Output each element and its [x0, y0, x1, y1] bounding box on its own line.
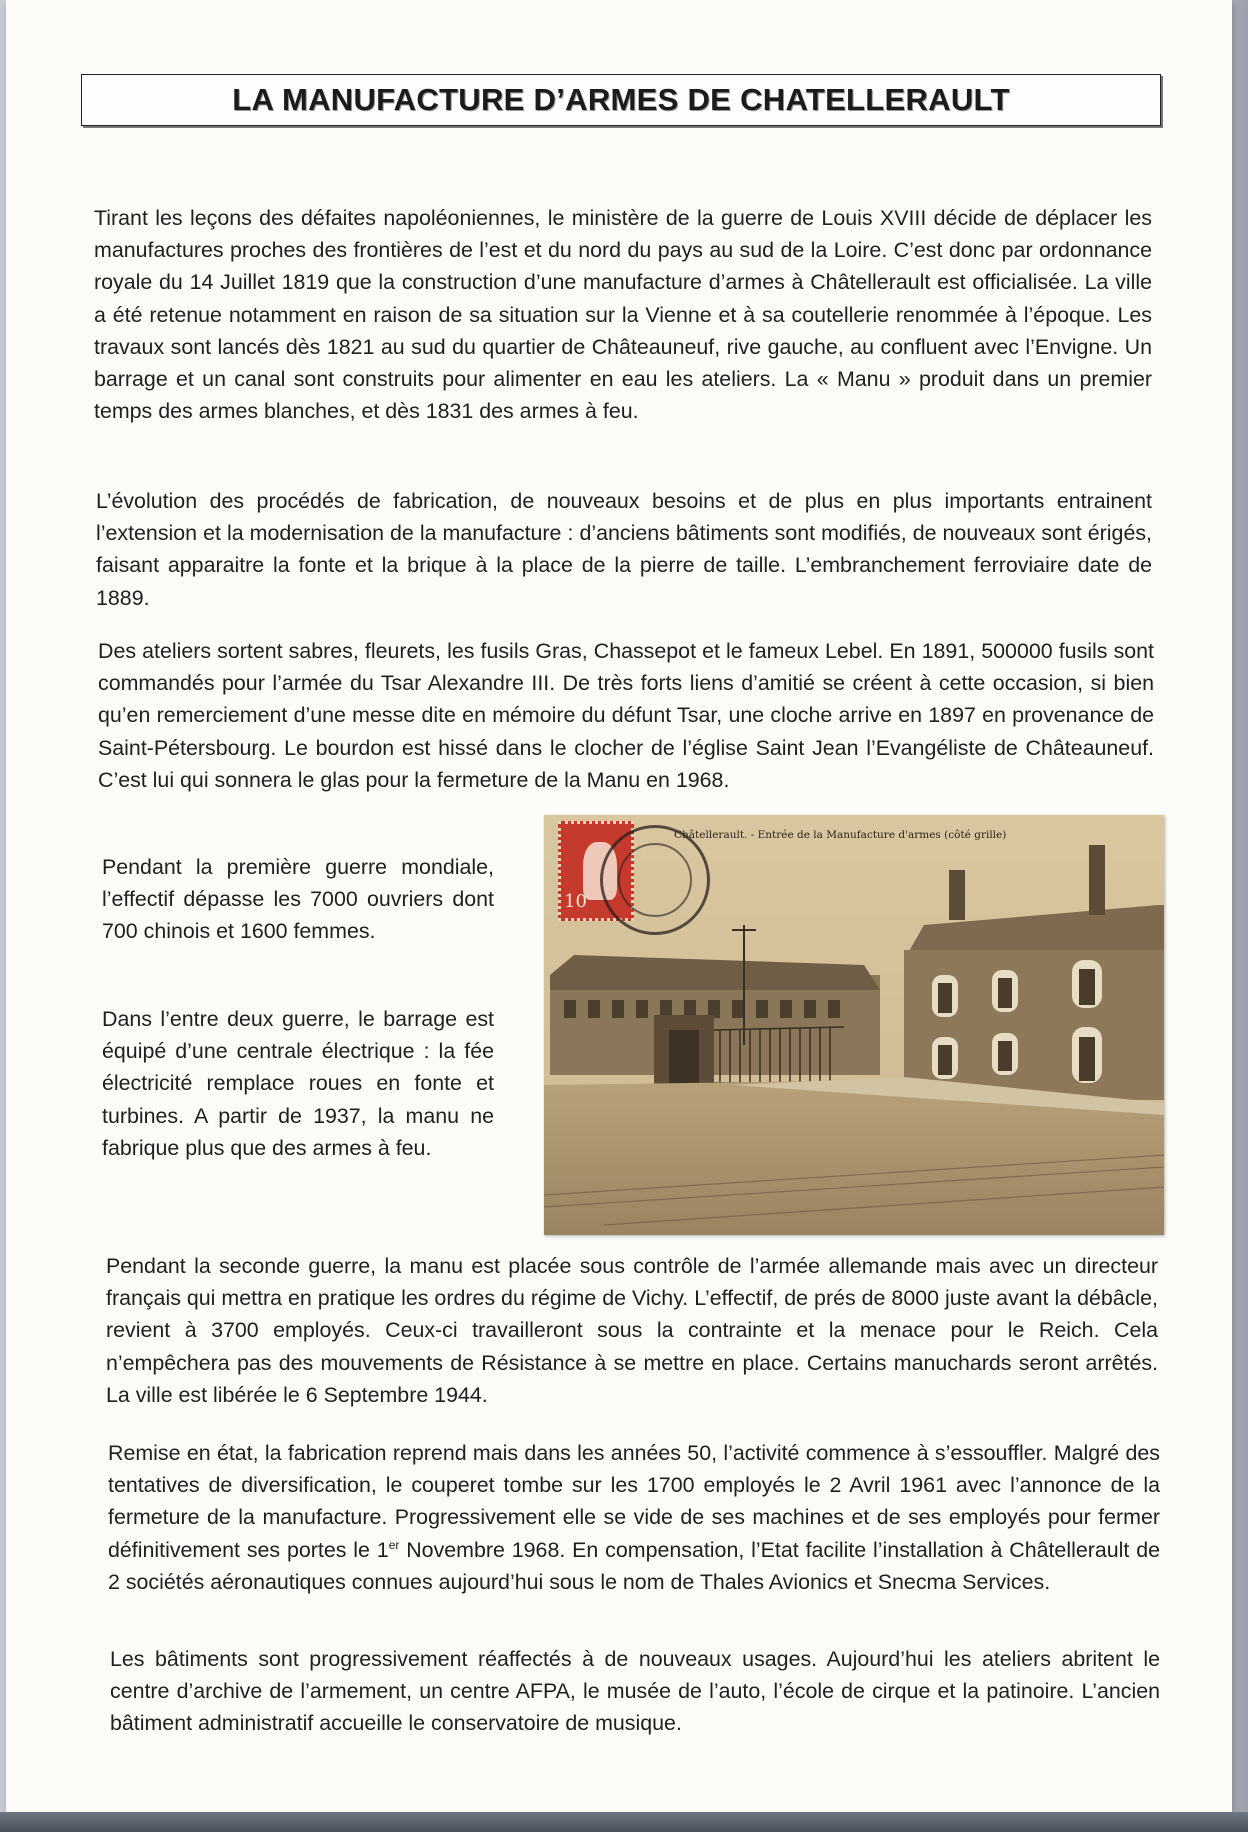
paragraph-production: Des ateliers sortent sabres, fleurets, les fusils Gras, Chassepot et le fameux Lebel. En 1891, 500000 fusils sont commandés pour l’armée du Tsar Alexandre III. De très forts liens d’amitié se créent à cette occasion, si bien qu’en remerciement d’une messe dite en mémoire du défunt Tsar, une cloche arrive en 1897 en provenance de Saint-Pétersbourg. Le bourdon est hissé dans le clocher de l’église Saint Jean l’Evangéliste de Châteauneuf. C’est lui qui sonnera le glas pour la fermeture de la Manu en 1968. — [98, 639, 1154, 792]
document-page — [6, 0, 1232, 1812]
paragraph-interwar: Dans l’entre deux guerre, le barrage est équipé d’une centrale électrique : la fée électricité remplace roues en fonte et turbines. A partir de 1937, la manu ne fabrique plus que des armes à feu. — [102, 1007, 494, 1160]
paragraph-closure — [108, 1437, 1160, 1598]
postmark-inner-circle-icon — [618, 843, 692, 917]
title-box — [81, 74, 1161, 126]
paragraph-first-war: Pendant la première guerre mondiale, l’effectif dépasse les 7000 ouvriers dont 700 chinois et 1600 femmes. — [102, 855, 494, 944]
floor-strip — [0, 1812, 1248, 1832]
postcard-caption: Châtellerault. - Entrée de la Manufacture d'armes (côté grille) — [674, 829, 1007, 841]
stamp-value: 10 — [564, 891, 587, 912]
page-title: LA MANUFACTURE D’ARMES DE CHATELLERAULT — [232, 82, 1010, 117]
paragraph-reuse: Les bâtiments sont progressivement réaffectés à de nouveaux usages. Aujourd’hui les ateliers abritent le centre d’archive de l’armement, un centre AFPA, le musée de l’auto, l’école de cirque et la patinoire. L’ancien bâtiment administratif accueille le conservatoire de musique. — [110, 1647, 1160, 1736]
closure-text-end: Novembre 1968. En compensation, l’Etat facilite l’installation à Châtellerault de 2 sociétés aéronautiques connues aujourd’hui sous le nom de Thales Avionics et Snecma Services. — [108, 1537, 1160, 1594]
postcard-image — [544, 815, 1164, 1235]
paragraph-origins: Tirant les leçons des défaites napoléoniennes, le ministère de la guerre de Louis XVIII décide de déplacer les manufactures proches des frontières de l’est et du nord du pays au sud de la Loire. C’est donc par ordonnance royale du 14 Juillet 1819 que la construction d’une manufacture d’armes à Châtellerault est officialisée. La ville a été retenue notamment en raison de sa situation sur la Vienne et à sa coutellerie renommée à l’époque. Les travaux sont lancés dès 1821 au sud du quartier de Châteauneuf, rive gauche, au confluent avec l’Envigne. Un barrage et un canal sont construits pour alimenter en eau les ateliers. La « Manu » produit dans un premier temps des armes blanches, et dès 1831 des armes à feu. — [94, 206, 1152, 424]
closure-text-start: Remise en état, la fabrication reprend mais dans les années 50, l’activité commence à s’essouffler. Malgré des tentatives de diversification, le couperet tombe sur les 1700 employés le 2 Avril 1961 avec l’annonce de la fermeture de la manufacture. Progressivement elle se vide de ses machines et de ses employés pour fermer définitivement ses portes le 1 — [108, 1441, 1160, 1562]
paragraph-evolution: L’évolution des procédés de fabrication, de nouveaux besoins et de plus en plus importants entrainent l’extension et la modernisation de la manufacture : d’anciens bâtiments sont modifiés, de nouveaux sont érigés, faisant apparaitre la fonte et la brique à la place de la pierre de taille. L’embranchement ferroviaire date de 1889. — [96, 489, 1152, 610]
closure-superscript: er — [388, 1537, 400, 1552]
paragraph-second-war: Pendant la seconde guerre, la manu est placée sous contrôle de l’armée allemande mais avec un directeur français qui mettra en pratique les ordres du régime de Vichy. L’effectif, de prés de 8000 juste avant la débâcle, revient à 3700 employés. Ceux-ci travailleront sous la contrainte et la menace pour le Reich. Cela n’empêchera pas des mouvements de Résistance à se mettre en place. Certains manuchards seront arrêtés. La ville est libérée le 6 Septembre 1944. — [106, 1254, 1158, 1407]
